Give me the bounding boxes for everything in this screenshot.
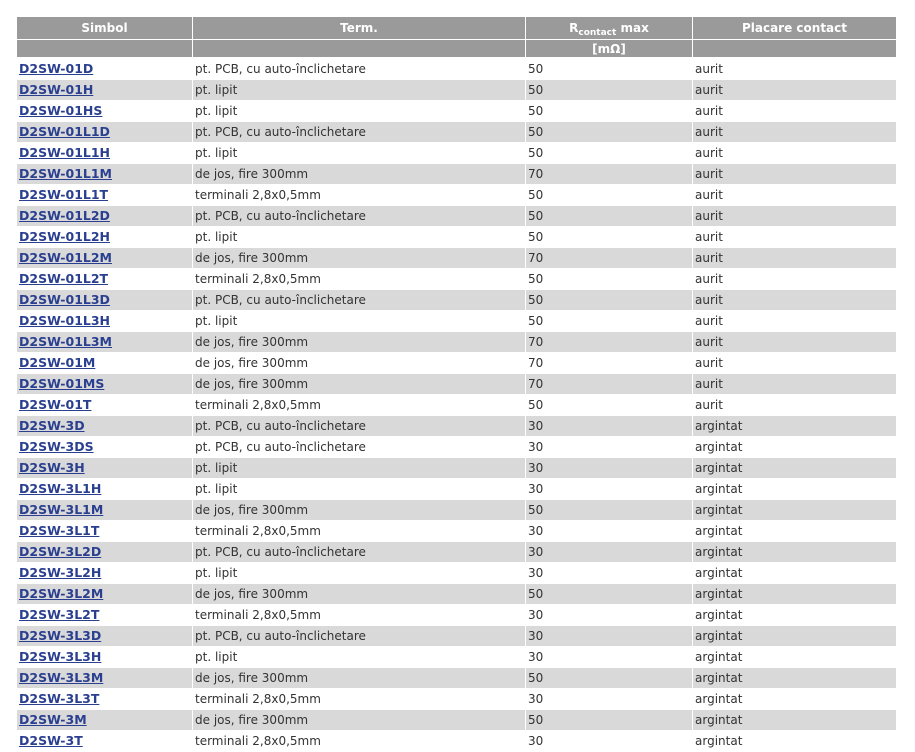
cell-term: pt. PCB, cu auto-înclichetare [193,206,525,227]
cell-r-contact: 50 [526,290,692,311]
cell-term: de jos, fire 300mm [193,500,525,521]
table-row [17,227,896,248]
table-row [17,59,896,80]
cell-simbol [17,689,192,710]
table-row [17,458,896,479]
product-link[interactable]: D2SW-01L2T [19,271,109,286]
table-row [17,563,896,584]
table-row [17,542,896,563]
cell-placare: aurit [693,164,896,185]
cell-r-contact: 70 [526,332,692,353]
product-link[interactable]: D2SW-01L1M [19,166,112,181]
cell-placare: aurit [693,206,896,227]
product-link[interactable]: D2SW-3L3D [19,628,102,643]
product-link[interactable]: D2SW-3L1T [19,523,100,538]
cell-placare: argintat [693,605,896,626]
product-link[interactable]: D2SW-01L2H [19,229,111,244]
cell-r-contact: 30 [526,521,692,542]
cell-placare: argintat [693,626,896,647]
cell-term: pt. PCB, cu auto-înclichetare [193,416,525,437]
product-link[interactable]: D2SW-3DS [19,439,94,454]
cell-simbol [17,353,192,374]
cell-placare: aurit [693,248,896,269]
cell-placare: aurit [693,101,896,122]
cell-term: de jos, fire 300mm [193,353,525,374]
cell-term: de jos, fire 300mm [193,248,525,269]
product-link[interactable]: D2SW-01L3D [19,292,110,307]
cell-r-contact: 50 [526,122,692,143]
cell-simbol [17,59,192,80]
cell-r-contact: 50 [526,269,692,290]
cell-simbol [17,437,192,458]
cell-term: pt. lipit [193,563,525,584]
product-link[interactable]: D2SW-01L1T [19,187,109,202]
cell-term: terminali 2,8x0,5mm [193,395,525,416]
table-row [17,143,896,164]
header-r-contact [526,17,692,40]
table-row [17,668,896,689]
cell-simbol [17,311,192,332]
cell-r-contact: 50 [526,710,692,731]
cell-r-contact: 30 [526,626,692,647]
table-body [17,59,896,752]
cell-simbol [17,185,192,206]
cell-r-contact: 50 [526,395,692,416]
cell-r-contact: 50 [526,185,692,206]
table-row [17,521,896,542]
cell-placare: argintat [693,458,896,479]
product-link[interactable]: D2SW-01L3M [19,334,112,349]
table-row [17,626,896,647]
cell-term: terminali 2,8x0,5mm [193,689,525,710]
cell-r-contact: 70 [526,164,692,185]
table-row [17,80,896,101]
cell-r-contact: 30 [526,647,692,668]
cell-placare: aurit [693,332,896,353]
cell-placare: argintat [693,437,896,458]
product-link[interactable]: D2SW-3L2M [19,586,104,601]
table-row [17,353,896,374]
cell-term: pt. PCB, cu auto-înclichetare [193,437,525,458]
product-link[interactable]: D2SW-3L1H [19,481,102,496]
cell-simbol [17,227,192,248]
cell-simbol [17,521,192,542]
cell-placare: argintat [693,584,896,605]
cell-term: de jos, fire 300mm [193,668,525,689]
cell-simbol [17,584,192,605]
cell-r-contact: 50 [526,101,692,122]
cell-term: pt. PCB, cu auto-înclichetare [193,542,525,563]
cell-placare: argintat [693,668,896,689]
cell-r-contact: 30 [526,563,692,584]
header-placare: Placare contact [693,17,896,40]
cell-placare: argintat [693,689,896,710]
cell-simbol [17,164,192,185]
header-term: Term. [193,17,525,40]
header-r-tail: max [616,21,649,35]
cell-r-contact: 30 [526,479,692,500]
product-link[interactable]: D2SW-01L1H [19,145,111,160]
cell-term: pt. PCB, cu auto-înclichetare [193,59,525,80]
cell-term: de jos, fire 300mm [193,710,525,731]
table-row [17,332,896,353]
header-r-sub: contact [578,28,617,38]
cell-r-contact: 30 [526,731,692,752]
table-row [17,269,896,290]
cell-placare: aurit [693,353,896,374]
product-link[interactable]: D2SW-01HS [19,103,103,118]
table-row [17,500,896,521]
cell-r-contact: 50 [526,143,692,164]
cell-r-contact: 50 [526,584,692,605]
cell-simbol [17,647,192,668]
cell-simbol [17,374,192,395]
cell-term: pt. lipit [193,101,525,122]
cell-term: pt. PCB, cu auto-înclichetare [193,626,525,647]
product-link[interactable]: D2SW-3L2T [19,607,100,622]
cell-term: terminali 2,8x0,5mm [193,269,525,290]
cell-placare: aurit [693,227,896,248]
cell-r-contact: 70 [526,353,692,374]
table-row [17,206,896,227]
product-link[interactable]: D2SW-01M [19,355,96,370]
cell-simbol [17,563,192,584]
cell-term: de jos, fire 300mm [193,584,525,605]
table-row [17,185,896,206]
cell-simbol [17,458,192,479]
table-row [17,479,896,500]
cell-term: terminali 2,8x0,5mm [193,521,525,542]
cell-term: terminali 2,8x0,5mm [193,605,525,626]
table-row [17,731,896,752]
cell-term: de jos, fire 300mm [193,332,525,353]
cell-placare: aurit [693,143,896,164]
cell-r-contact: 50 [526,59,692,80]
cell-r-contact: 30 [526,458,692,479]
cell-r-contact: 30 [526,416,692,437]
cell-placare: aurit [693,311,896,332]
cell-placare: argintat [693,731,896,752]
cell-simbol [17,500,192,521]
cell-placare: aurit [693,269,896,290]
cell-simbol [17,122,192,143]
cell-term: de jos, fire 300mm [193,374,525,395]
table-row [17,374,896,395]
cell-placare: aurit [693,122,896,143]
cell-term: pt. lipit [193,311,525,332]
cell-simbol [17,710,192,731]
table-row [17,248,896,269]
table-row [17,101,896,122]
cell-placare: aurit [693,185,896,206]
cell-r-contact: 50 [526,80,692,101]
cell-term: pt. lipit [193,80,525,101]
cell-r-contact: 70 [526,374,692,395]
cell-simbol [17,605,192,626]
cell-simbol [17,479,192,500]
cell-simbol [17,626,192,647]
product-table-container [17,17,897,752]
cell-r-contact: 50 [526,227,692,248]
product-link[interactable]: D2SW-01H [19,82,94,97]
table-row [17,710,896,731]
product-link[interactable]: D2SW-01L2M [19,250,112,265]
cell-simbol [17,248,192,269]
cell-term: de jos, fire 300mm [193,164,525,185]
table-row [17,122,896,143]
product-link[interactable]: D2SW-01L2D [19,208,110,223]
table-row [17,290,896,311]
cell-term: pt. lipit [193,458,525,479]
cell-placare: argintat [693,479,896,500]
cell-placare: aurit [693,290,896,311]
cell-placare: argintat [693,500,896,521]
cell-simbol [17,542,192,563]
cell-r-contact: 50 [526,311,692,332]
cell-simbol [17,206,192,227]
cell-simbol [17,101,192,122]
cell-term: terminali 2,8x0,5mm [193,731,525,752]
cell-r-contact: 30 [526,689,692,710]
cell-term: pt. PCB, cu auto-înclichetare [193,122,525,143]
product-link[interactable]: D2SW-3L3H [19,649,102,664]
cell-simbol [17,143,192,164]
cell-placare: aurit [693,80,896,101]
cell-simbol [17,395,192,416]
cell-simbol [17,416,192,437]
cell-simbol [17,731,192,752]
cell-r-contact: 30 [526,605,692,626]
table-row [17,416,896,437]
cell-r-contact: 30 [526,542,692,563]
cell-r-contact: 50 [526,500,692,521]
cell-placare: argintat [693,521,896,542]
cell-term: pt. lipit [193,227,525,248]
table-row [17,311,896,332]
cell-r-contact: 70 [526,248,692,269]
cell-simbol [17,668,192,689]
cell-r-contact: 30 [526,437,692,458]
table-row [17,605,896,626]
product-link[interactable]: D2SW-3D [19,418,85,433]
cell-simbol [17,290,192,311]
product-link[interactable]: D2SW-3L3M [19,670,104,685]
cell-term: pt. lipit [193,143,525,164]
product-link[interactable]: D2SW-3H [19,460,85,475]
cell-r-contact: 50 [526,668,692,689]
product-link[interactable]: D2SW-01T [19,397,92,412]
product-table [16,17,897,752]
unit-cell-empty [693,40,896,59]
table-row [17,689,896,710]
product-link[interactable]: D2SW-3T [19,733,83,748]
cell-placare: argintat [693,542,896,563]
cell-term: pt. lipit [193,479,525,500]
cell-placare: aurit [693,395,896,416]
table-row [17,164,896,185]
product-link[interactable]: D2SW-3L2H [19,565,102,580]
header-simbol: Simbol [17,17,192,40]
table-unit-row [17,40,896,59]
product-link[interactable]: D2SW-3M [19,712,87,727]
unit-cell-empty [17,40,192,59]
cell-placare: argintat [693,710,896,731]
header-r-unit: [mΩ] [526,40,692,59]
cell-term: pt. PCB, cu auto-înclichetare [193,290,525,311]
cell-placare: aurit [693,374,896,395]
cell-placare: argintat [693,416,896,437]
product-link[interactable]: D2SW-01L1D [19,124,110,139]
product-link[interactable]: D2SW-01L3H [19,313,111,328]
cell-term: terminali 2,8x0,5mm [193,185,525,206]
product-link[interactable]: D2SW-01D [19,61,94,76]
cell-placare: argintat [693,647,896,668]
cell-simbol [17,80,192,101]
table-row [17,437,896,458]
product-link[interactable]: D2SW-3L2D [19,544,102,559]
product-link[interactable]: D2SW-3L3T [19,691,100,706]
cell-placare: aurit [693,59,896,80]
cell-r-contact: 50 [526,206,692,227]
table-row [17,395,896,416]
unit-cell-empty [193,40,525,59]
product-link[interactable]: D2SW-3L1M [19,502,104,517]
product-link[interactable]: D2SW-01MS [19,376,105,391]
cell-simbol [17,269,192,290]
cell-placare: argintat [693,563,896,584]
cell-simbol [17,332,192,353]
header-r-main: R [569,21,579,35]
cell-term: pt. lipit [193,647,525,668]
table-header-row [17,17,896,40]
table-row [17,584,896,605]
table-row [17,647,896,668]
